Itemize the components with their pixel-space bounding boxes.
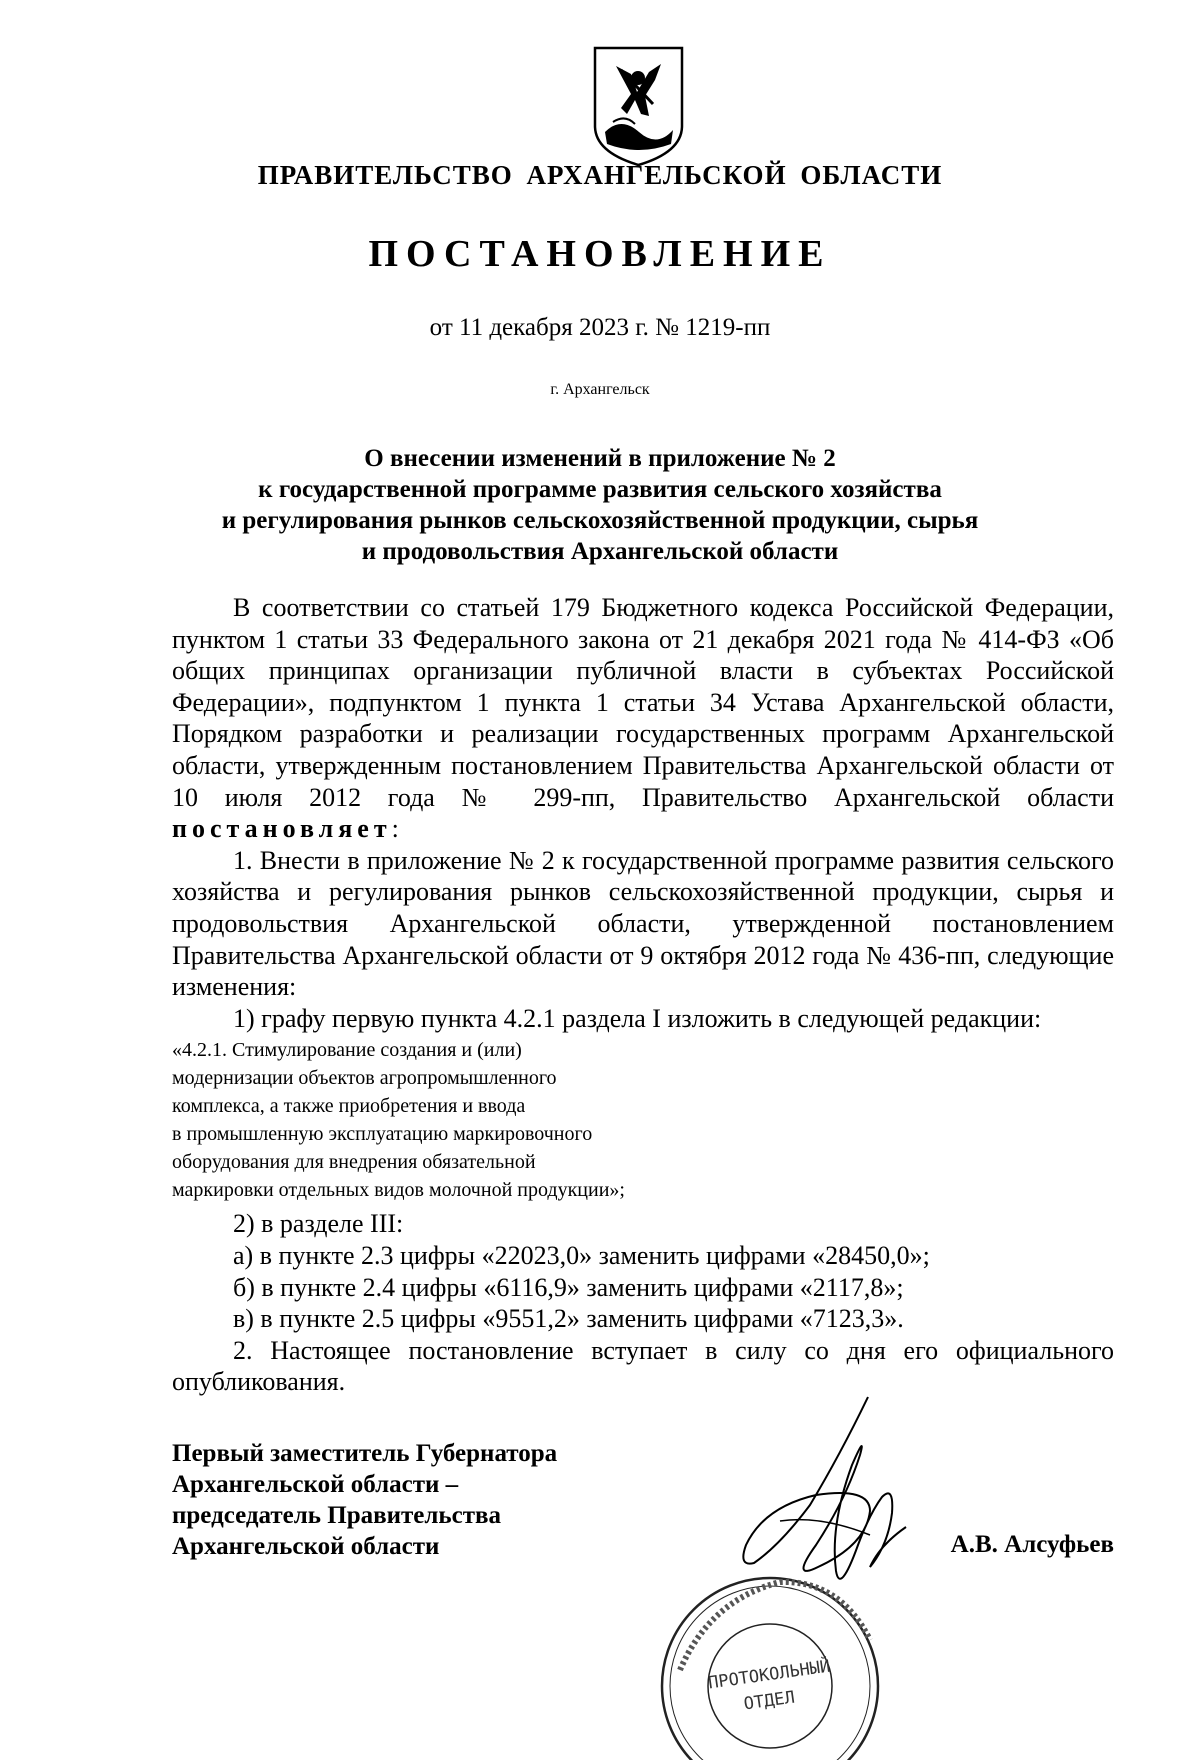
title-line: О внесении изменений в приложение № 2 bbox=[364, 445, 836, 472]
stamp-line: ПРОТОКОЛЬНЫЙ bbox=[707, 1656, 832, 1694]
item-1-2-a: а) в пункте 2.3 цифры «22023,0» заменить цифрами «28450,0»; bbox=[233, 1240, 930, 1270]
document-body bbox=[172, 592, 1114, 1398]
item-1-2: 2) в разделе III: bbox=[233, 1209, 404, 1239]
document-type: ПОСТАНОВЛЕНИЕ bbox=[368, 233, 832, 275]
quote-line: оборудования для внедрения обязательной bbox=[172, 1151, 536, 1174]
item-1-2-b: б) в пункте 2.4 цифры «6116,9» заменить цифрами «2117,8»; bbox=[233, 1272, 904, 1302]
title-line: и регулирования рынков сельскохозяйственной продукции, сырья bbox=[221, 507, 979, 534]
quote-line: комплекса, а также приобретения и ввода bbox=[172, 1095, 526, 1118]
resolves-word: постановляет bbox=[172, 814, 392, 844]
stamp-line: ОТДЕЛ bbox=[742, 1687, 797, 1715]
title-line: к государственной программе развития сельского хозяйства bbox=[258, 476, 942, 503]
title-line: и продовольствия Архангельской области bbox=[361, 538, 839, 565]
signer-position bbox=[172, 1438, 557, 1562]
preamble-paragraph bbox=[172, 592, 1114, 845]
item-1-1: 1) графу первую пункта 4.2.1 раздела I изложить в следующей редакции: bbox=[233, 1003, 1042, 1033]
signer-position-line: Первый заместитель Губернатора bbox=[172, 1440, 558, 1467]
item-1: 1. Внести в приложение № 2 к государственной программе развития сельского хозяйства и регулирования рынков сельскохозяйственной продукции, сырья и продовольствия Архангельской области, утвержденной постановлением Правительства Архангельской области от 9 октября 2012 года № 436-пп, следующие изменения: bbox=[172, 845, 1114, 1002]
official-stamp bbox=[650, 1560, 890, 1760]
government-name: ПРАВИТЕЛЬСТВО АРХАНГЕЛЬСКОЙ ОБЛАСТИ bbox=[257, 160, 943, 190]
signer-name: А.В. Алсуфьев bbox=[950, 1531, 1114, 1558]
quote-line: маркировки отдельных видов молочной продукции»; bbox=[172, 1179, 625, 1202]
resolves-colon: : bbox=[391, 814, 399, 844]
signer-position-line: председатель Правительства bbox=[172, 1502, 502, 1529]
preamble-text: В соответствии со статьей 179 Бюджетного кодекса Российской Федерации, пунктом 1 статьи 33 Федерального закона от 21 декабря 2021 года № 414-ФЗ «Об общих принципах организации публичной власти в субъектах Российской Федерации», подпунктом 1 пункта 1 статьи 34 Устава Архангельской области, Порядком разработки и реализации государственных программ Архангельской области, утвержденным постановлением Правительства Архангельской области от 10 июля 2012 года № 299-пп, Правительство Архангельской области bbox=[172, 593, 1114, 812]
item-2: 2. Настоящее постановление вступает в силу со дня его официального опубликования. bbox=[172, 1335, 1114, 1397]
date-and-number: от 11 декабря 2023 г. № 1219-пп bbox=[429, 314, 771, 341]
city: г. Архангельск bbox=[550, 381, 650, 398]
document-title bbox=[150, 443, 1050, 567]
quote-line: в промышленную эксплуатацию маркировочного bbox=[172, 1123, 593, 1146]
signer-position-line: Архангельской области – bbox=[172, 1471, 459, 1498]
item-1-2-c: в) в пункте 2.5 цифры «9551,2» заменить цифрами «7123,3». bbox=[233, 1304, 904, 1334]
coat-of-arms-emblem bbox=[591, 44, 686, 169]
quoted-text bbox=[172, 1034, 1114, 1208]
signer-position-line: Архангельской области bbox=[172, 1533, 440, 1560]
quote-line: «4.2.1. Стимулирование создания и (или) bbox=[172, 1039, 522, 1062]
quote-line: модернизации объектов агропромышленного bbox=[172, 1067, 557, 1090]
